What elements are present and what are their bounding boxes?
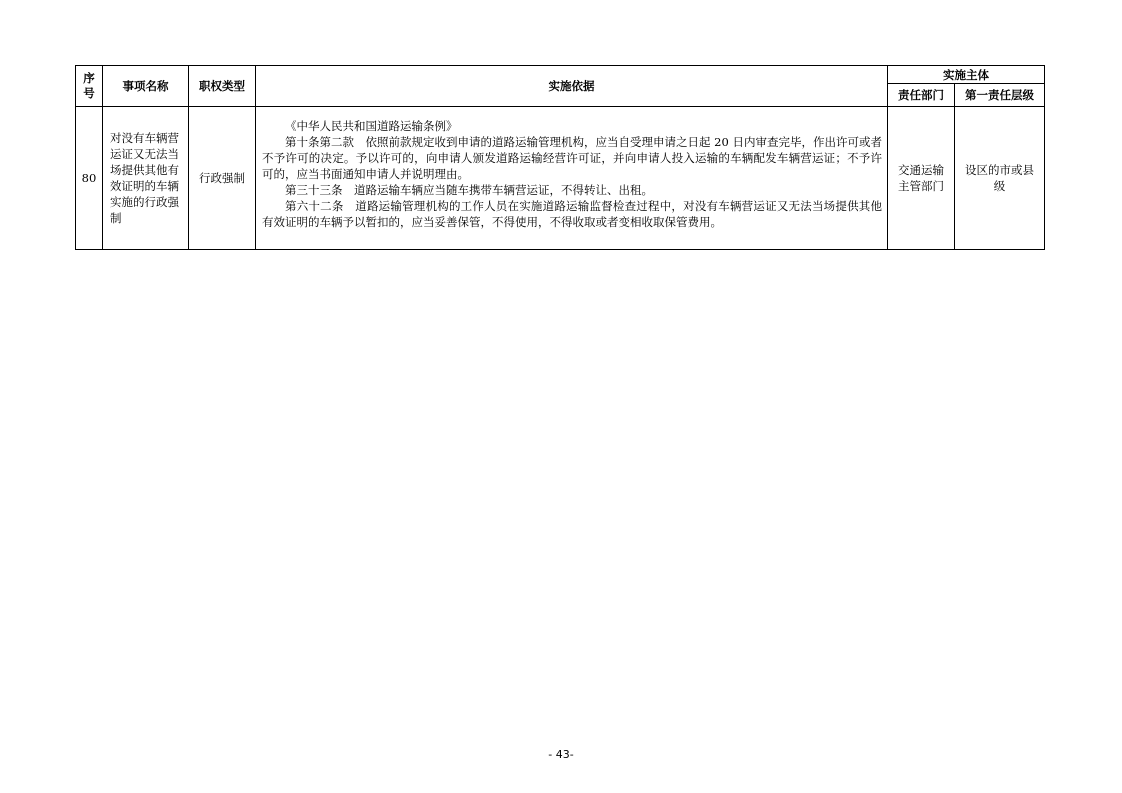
row-basis (256, 107, 888, 250)
header-dept: 责任部门 (888, 84, 955, 107)
header-power-type: 职权类型 (189, 66, 256, 107)
header-seq-label: 序号 (83, 71, 95, 100)
basis-article-62: 第六十二条 道路运输管理机构的工作人员在实施道路运输监督检查过程中，对没有车辆营运证又无法当场提供其他有效证明的车辆予以暂扣的，应当妥善保管，不得使用，不得收取或者变相收取保管费用。 (262, 199, 882, 229)
header-seq (76, 66, 103, 107)
header-basis: 实施依据 (256, 66, 888, 107)
row-responsibility-level: 设区的市或县级 (955, 107, 1045, 250)
basis-law-title: 《中华人民共和国道路运输条例》 (285, 119, 458, 133)
row-seq: 80 (76, 107, 103, 250)
row-power-type: 行政强制 (189, 107, 256, 250)
header-name: 事项名称 (103, 66, 189, 107)
basis-article-10: 第十条第二款 依照前款规定收到申请的道路运输管理机构，应当自受理申请之日起 20 日内审查完毕，作出许可或者不予许可的决定。予以许可的，向申请人颁发道路运输经营许可证，并向申请人投入运输的车辆配发车辆营运证；不予许可的，应当书面通知申请人并说明理由。 (262, 135, 882, 181)
basis-article-33: 第三十三条 道路运输车辆应当随车携带车辆营运证，不得转让、出租。 (285, 183, 653, 197)
row-responsible-dept: 交通运输主管部门 (888, 107, 955, 250)
page-number: - 43- (548, 748, 574, 761)
implementation-basis-table (75, 65, 1045, 250)
header-row-top (76, 66, 1045, 84)
header-subject: 实施主体 (888, 66, 1045, 84)
header-level: 第一责任层级 (955, 84, 1045, 107)
table-header (76, 66, 1045, 107)
table-body (76, 107, 1045, 250)
table-row (76, 107, 1045, 250)
row-item-name: 对没有车辆营运证又无法当场提供其他有效证明的车辆实施的行政强制 (103, 107, 189, 250)
